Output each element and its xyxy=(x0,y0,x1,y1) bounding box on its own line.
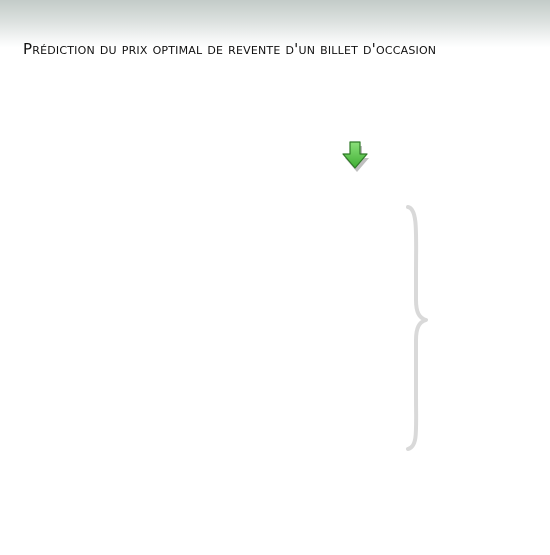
down-arrow-icon xyxy=(340,139,372,175)
slide-title: Prédiction du prix optimal de revente d'un billet d'occasion xyxy=(23,40,437,58)
curly-brace xyxy=(402,204,432,452)
